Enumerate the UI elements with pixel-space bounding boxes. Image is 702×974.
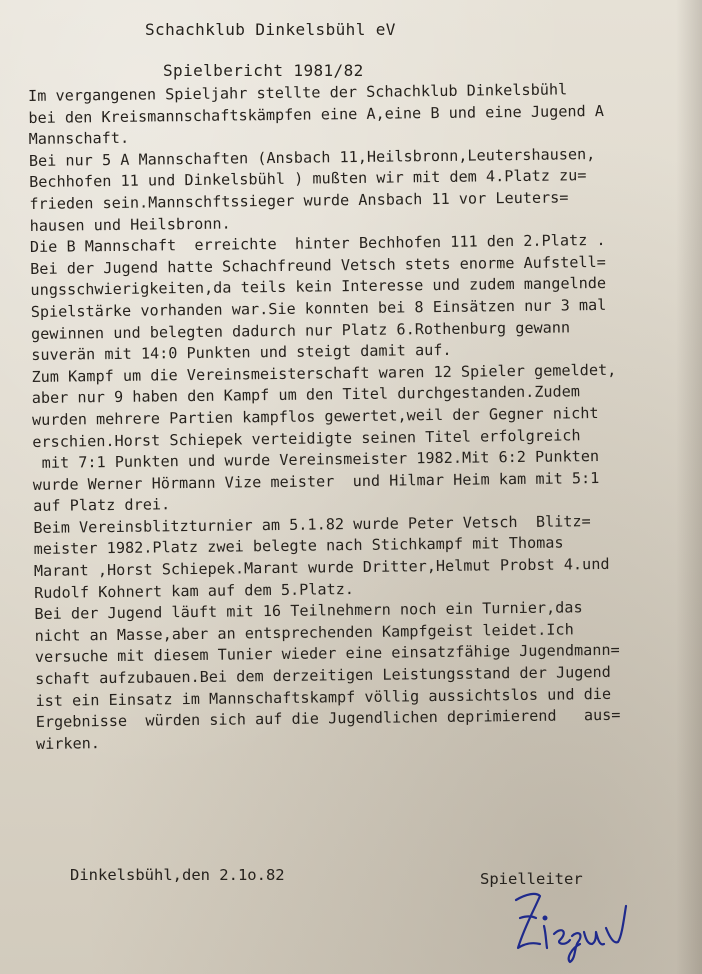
body-line: Zum Kampf um die Vereinsmeisterschaft waren 12 Spieler gemeldet, xyxy=(31,360,617,386)
handwritten-signature xyxy=(510,888,630,966)
signatory-role: Spielleiter xyxy=(480,870,583,888)
body-line: suverän mit 14:0 Punkten und steigt damit auf. xyxy=(31,340,452,365)
body-line: mit 7:1 Punkten und wurde Vereinsmeister 1982.Mit 6:2 Punkten xyxy=(32,447,600,473)
body-line: versuche mit diesem Tunier wieder eine einsatzfähige Jugendmann= xyxy=(34,641,620,667)
body-line: ungsschwierigkeiten,da teils kein Interesse und zudem mangelnde xyxy=(30,274,607,300)
body-line: wirken. xyxy=(35,733,101,753)
place-date: Dinkelsbühl,den 2.1o.82 xyxy=(70,866,285,884)
body-line: auf Platz drei. xyxy=(33,495,171,516)
club-name: Schachklub Dinkelsbühl eV xyxy=(145,20,396,39)
body-line: Rudolf Kohnert kam auf dem 5.Platz. xyxy=(34,579,355,602)
body-line: Marant ,Horst Schiepek.Marant wurde Dritter,Helmut Probst 4.und xyxy=(33,554,610,581)
body-line: erschien.Horst Schiepek verteidigte seinen Titel erfolgreich xyxy=(32,425,581,451)
body-line: meister 1982.Platz zwei belegte nach Stichkampf mit Thomas xyxy=(33,533,564,559)
body-line: Bechhofen 11 und Dinkelsbühl ) mußten wir mit dem 4.Platz zu= xyxy=(29,166,587,192)
body-line: schaft aufzubauen.Bei dem derzeitigen Leistungsstand der Jugend xyxy=(35,662,611,688)
body-line: Bei der Jugend läuft mit 16 Teilnehmern noch ein Turnier,das xyxy=(34,598,583,624)
body-line: bei den Kreismannschaftskämpfen eine A,eine B und eine Jugend A xyxy=(28,101,605,127)
body-line: Spielstärke vorhanden war.Sie konnten bei 8 Einsätzen nur 3 mal xyxy=(30,295,607,321)
body-line: ist ein Einsatz im Mannschaftskampf völlig aussichtslos und die xyxy=(35,684,612,710)
body-line: wurden mehrere Partien kampflos gewertet,weil der Gegner nicht xyxy=(31,403,599,429)
body-line: Im vergangenen Spieljahr stellte der Schachklub Dinkelsbühl xyxy=(28,80,568,105)
body-line: gewinnen und belegten dadurch nur Platz 6.Rothenburg gewann xyxy=(30,317,571,343)
body-line: Ergebnisse würden sich auf die Jugendlichen deprimierend aus= xyxy=(35,706,621,732)
body-line: Bei nur 5 A Mannschaften (Ansbach 11,Heilsbronn,Leutershausen, xyxy=(28,144,596,170)
body-line: Mannschaft. xyxy=(28,128,130,149)
body-line: Die B Mannschaft erreichte hinter Bechhofen 111 den 2.Platz . xyxy=(29,231,606,257)
report-title: Spielbericht 1981/82 xyxy=(163,61,364,80)
body-line: hausen und Heilsbronn. xyxy=(29,214,231,235)
body-line: wurde Werner Hörmann Vize meister und Hilmar Heim kam mit 5:1 xyxy=(32,468,600,494)
report-body xyxy=(28,78,696,755)
body-line: aber nur 9 haben den Kampf um den Titel durchgestanden.Zudem xyxy=(31,382,581,408)
body-line: nicht an Masse,aber an entsprechenden Kampfgeist leidet.Ich xyxy=(34,620,574,645)
body-line: frieden sein.Mannschftssieger wurde Ansbach 11 vor Leuters= xyxy=(29,188,569,213)
body-line: Bei der Jugend hatte Schachfreund Vetsch stets enorme Aufstell= xyxy=(30,252,606,278)
body-line: Beim Vereinsblitzturnier am 5.1.82 wurde Peter Vetsch Blitz= xyxy=(33,512,591,537)
